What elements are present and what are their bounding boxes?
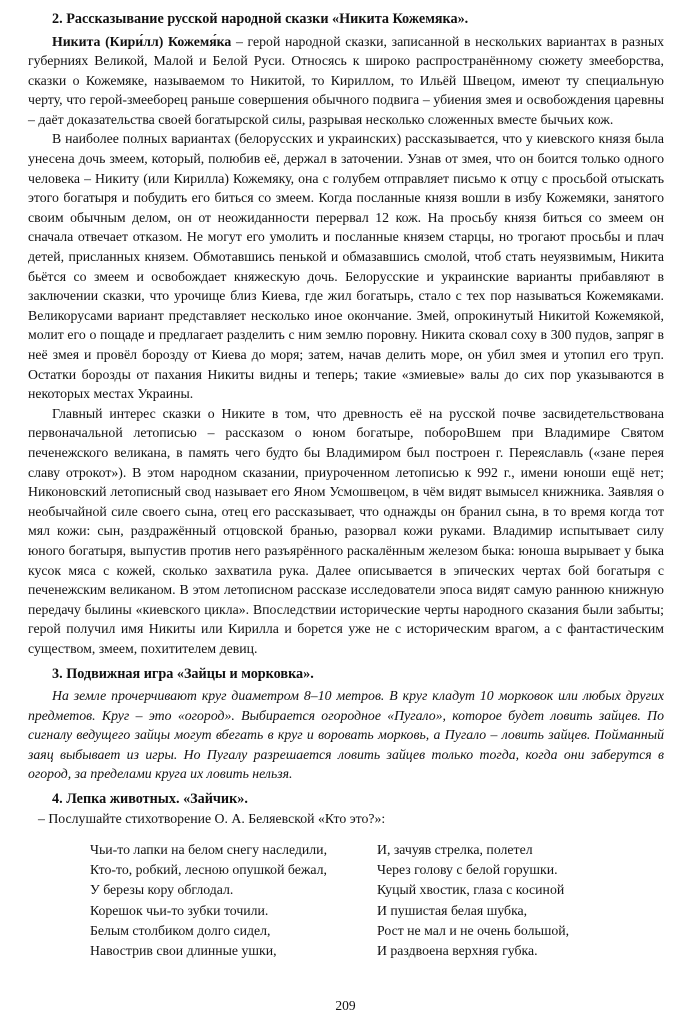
poem-line: И, зачуяв стрелка, полетел (377, 842, 533, 858)
section-3-paragraph: На земле прочерчивают круг диаметром 8–10 метров. В круг кладут 10 морковок или любых других предметов. Круг – это «огород». Выбирается огородное «Пугало», которое будет ловить зайцев. По сигналу ведущего зайцы могут вбегать в круг и воровать морковь, а Пугало – ловить зайцев. Пойманный заяц выбывает из игры. Но Пугалу разрешается ловить зайцев только тогда, когда они заберутся в огород, за пределами круга их ловить нельзя. (28, 688, 664, 782)
poem-line: У березы кору обглодал. (90, 882, 234, 898)
poem-line: Навострив свои длинные ушки, (90, 943, 277, 959)
section-4-title: 4. Лепка животных. «Зайчик». (52, 790, 248, 807)
poem-line: Кто-то, робкий, лесною опушкой бежал, (90, 862, 327, 878)
poem-line: Белым столбиком долго сидел, (90, 922, 271, 938)
section-3-title: 3. Подвижная игра «Зайцы и морковка». (52, 665, 314, 682)
poem-line: И раздвоена верхняя губка. (377, 943, 538, 959)
poem-line: Рост не мал и не очень большой, (377, 922, 570, 938)
poem-line: Чьи-то лапки на белом снегу наследили, (90, 842, 328, 858)
poem-line: И пушистая белая шубка, (377, 902, 528, 918)
section-2-lead-term: Никита (Кири́лл) Кожемя́ка (52, 33, 232, 49)
section-2-paragraph-2: В наиболее полных вариантах (белорусских и украинских) рассказывается, что у киевского князя была унесена дочь змеем, который, полюбив её, держал в заточении. Узнав от змея, что он боится только одного человека – Никиту (или Кирилла) Кожемяку, она с голубем отправляет письмо к отцу с просьбой отыскать этого богатыря и побудить его биться со змеем. Когда посланные князя вошли в избу Кожемяки, занятого своим обычным делом, он от неожиданности перервал 12 кож. На просьбу князя биться со змеем он сначала отвечает отказом. Не могут его умолить и посланные князем старцы, но трогают просьбы и плач детей, присланных князем. Обмотавшись пенькой и обмазавшись смолой, чтоб стать неуязвимым, Никита бьётся со змеем и освобождает княжескую дочь. Белорусские и украинские варианты прибавляют в заключении сказки, что урочище близ Киева, где жил богатырь, стало с тех пор называться Кожемяками. Великорусами вариант представляет несколько иное окончание. Змей, опрокинутый Никитой Кожемякой, молит его о пощаде и предлагает разделить с ним землю поровну. Никита сковал соху в 300 пудов, запряг в неё змея и провёл борозду от Киева до моря; затем, начав делить море, он убил змея и утопил его труп. Остатки борозды от пахания Никиты видны и теперь; такие «змиевые» валы до сих пор указываются в некоторых местах Украины. (28, 131, 664, 402)
page-content (28, 10, 664, 961)
section-2-paragraph-1-text: – герой народной сказки, записанной в нескольких вариантах в разных губерниях Великой, Малой и Белой Руси. Относясь к широко распространённому сюжету змееборства, сказки о Кожемяке, называемом то Никитой, то Кириллом, то Ильёй Швецом, имеют ту специальную черту, что герой-змееборец раньше совершения обычного подвига – убиения змея и освобождения царевны – даёт доказательства своей богатырской силы, разрывая несколько сложенных вместе бычьих кож. (28, 33, 664, 127)
page-number: 209 (335, 998, 356, 1013)
poem-left-column (90, 840, 377, 961)
poem-right-column (377, 840, 664, 961)
section-2-paragraph-3: Главный интерес сказки о Никите в том, что древность её на русской почве засвидетельствована первоначальной летописью – рассказом о юном богатыре, побороВшем при Владимире Святом печенежского великана, в память чего будто бы Владимиром был построен г. Переяславль («зане перея славу отрокот»). В этом народном сказании, приуроченном летописью к 992 г., имени юноши ещё нет; Никоновский летописный свод называет его Яном Усмошвецом, в чём видят вымысел книжника. Заявляя о необычайной силе своего сына, отец его рассказывает, что однажды он бранил сына, в то время когда тот мял кожи: сын, раздражённый отцовской бранью, разорвал кожи руками. Владимир испытывает силу юного богатыря, выпустив против него разъярённого раскалённым железом быка: юноша вырывает у быка кусок мяса с кожей, сколько захватила рука. Далее описывается в эпических чертах бой богатыря с печенежским великаном. В этом летописном рассказе исследователи эпоса видят самую раннюю книжную передачу былины «киевского цикла». Впоследствии исторические черты народного сказания были забыты; герой получил имя Никиты или Кирилла и борется уже не с историческим врагом, а с фантастическим существом, змеем, похитителем девиц. (28, 405, 664, 656)
section-2-title: 2. Рассказывание русской народной сказки «Никита Кожемяка». (52, 11, 469, 27)
poem-line: Корешок чьи-то зубки точили. (90, 902, 269, 918)
poem-line: Через голову с белой горушки. (377, 862, 558, 878)
poem (28, 840, 664, 961)
section-4-intro: – Послушайте стихотворение О. А. Беляевской «Кто это?»: (38, 811, 386, 827)
poem-line: Куцый хвостик, глаза с косиной (377, 882, 565, 898)
section-2-paragraph-1 (28, 32, 664, 130)
